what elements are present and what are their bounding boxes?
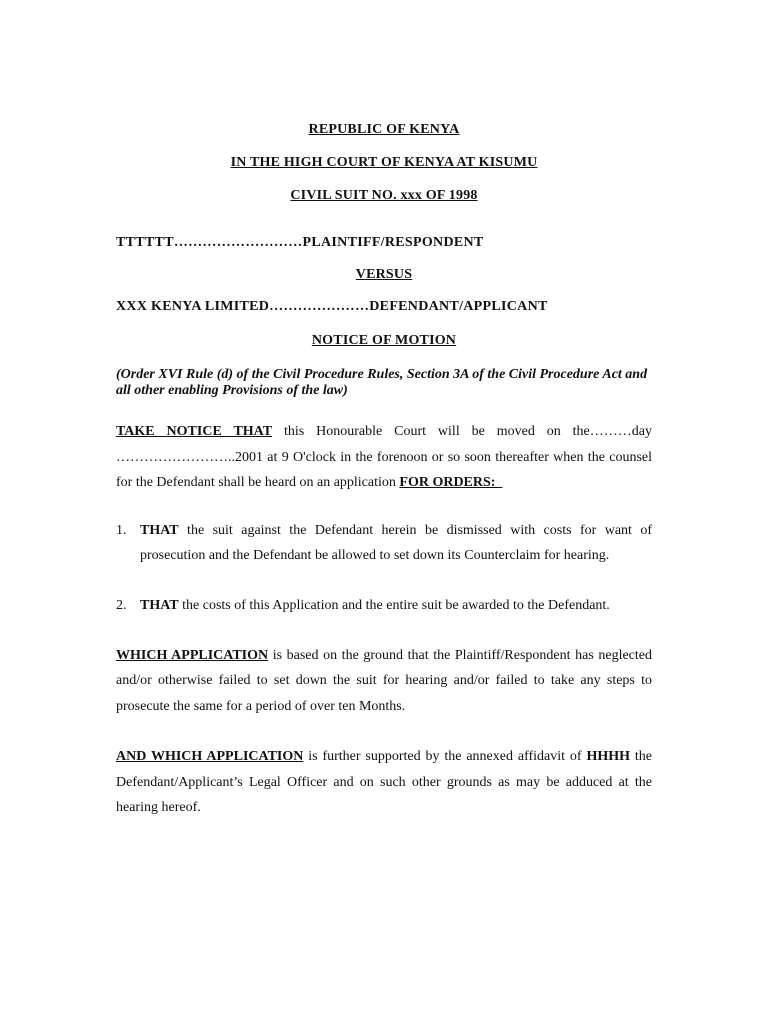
order-lead: THAT bbox=[140, 522, 179, 538]
document-page bbox=[116, 110, 652, 821]
which-application-text: is based on the ground that the Plaintiff/Respondent has neglected and/or otherwise failed to set down the suit for hearing and/or failed to take any steps to prosecute the same for a period of over ten Months. bbox=[116, 647, 652, 714]
suit-number-heading: CIVIL SUIT NO. xxx OF 1998 bbox=[290, 188, 478, 203]
versus-heading: VERSUS bbox=[355, 267, 413, 282]
and-which-application-paragraph bbox=[116, 744, 652, 821]
defendant-line: XXX KENYA LIMITED…………………DEFENDANT/APPLICANT bbox=[116, 299, 548, 314]
order-item-2 bbox=[116, 593, 652, 618]
order-item-1 bbox=[116, 518, 652, 568]
order-number: 1. bbox=[116, 522, 127, 538]
notice-title: NOTICE OF MOTION bbox=[311, 333, 457, 348]
and-which-application-lead: AND WHICH APPLICATION bbox=[116, 749, 304, 764]
authority-citation: (Order XVI Rule (d) of the Civil Procedure Rules, Section 3A of the Civil Procedure Act and all other enabling Provisions of the law) bbox=[116, 367, 648, 398]
for-orders-label: FOR ORDERS: bbox=[399, 475, 503, 490]
order-body: the costs of this Application and the entire suit be awarded to the Defendant. bbox=[178, 597, 610, 613]
order-text bbox=[140, 593, 652, 618]
take-notice-lead: TAKE NOTICE THAT bbox=[116, 424, 273, 439]
order-text bbox=[140, 518, 652, 568]
orders-list bbox=[116, 518, 652, 618]
which-application-paragraph bbox=[116, 643, 652, 720]
which-application-lead: WHICH APPLICATION bbox=[116, 647, 269, 663]
plaintiff-line: TTTTTT………………………PLAINTIFF/RESPONDENT bbox=[116, 235, 484, 250]
and-which-application-text-2: the Defendant/Applicant’s Legal Officer and on such other grounds as may be adduced at the hearing hereof. bbox=[116, 749, 652, 815]
court-heading: IN THE HIGH COURT OF KENYA AT KISUMU bbox=[230, 155, 538, 170]
and-which-application-text-1: is further supported by the annexed affidavit of bbox=[303, 749, 587, 764]
republic-heading: REPUBLIC OF KENYA bbox=[308, 122, 460, 137]
order-body: the suit against the Defendant herein be dismissed with costs for want of prosecution and the Defendant be allowed to set down its Counterclaim for hearing. bbox=[140, 522, 652, 563]
order-number: 2. bbox=[116, 597, 127, 613]
order-lead: THAT bbox=[140, 597, 179, 613]
take-notice-paragraph bbox=[116, 419, 652, 496]
take-notice-text: this Honourable Court will be moved on the………day ……………………..2001 at 9 O'clock in the forenoon or so soon thereafter when the counsel for the Defendant shall be heard on an application bbox=[116, 424, 652, 490]
affiant-name: HHHH bbox=[586, 749, 631, 764]
